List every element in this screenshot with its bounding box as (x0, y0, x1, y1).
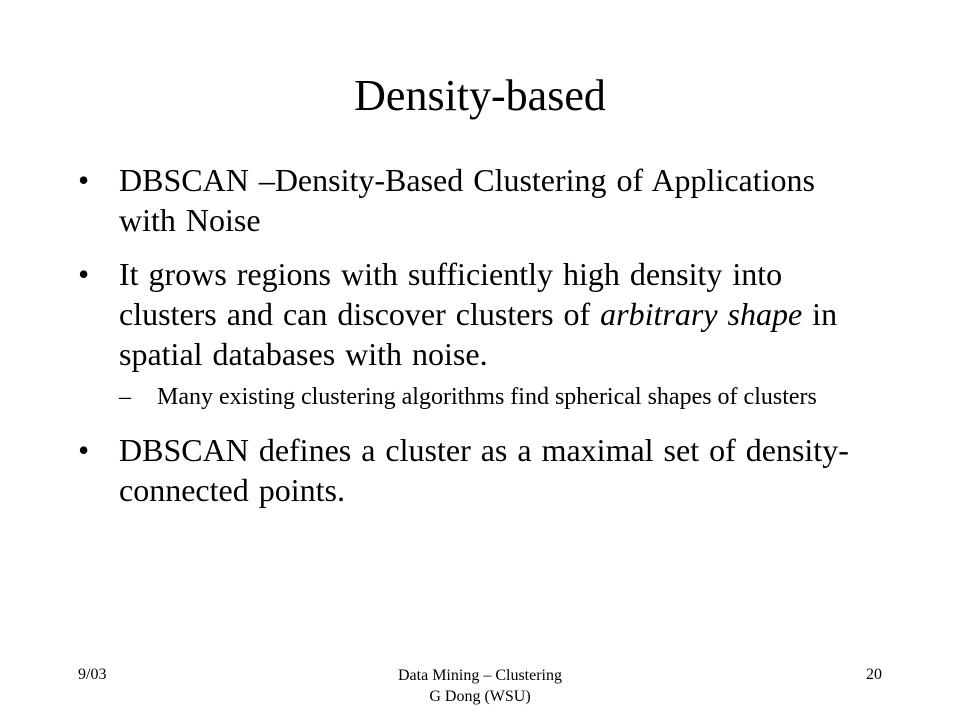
bullet-marker: • (78, 256, 90, 292)
bullet-text-italic: arbitrary shape (600, 296, 803, 332)
slide-title: Density-based (354, 71, 606, 120)
bullet-marker: • (78, 162, 90, 198)
footer-course (330, 665, 630, 707)
bullet-text: DBSCAN –Density-Based Clustering of Applications with Noise (119, 162, 815, 238)
footer-date: 9/03 (78, 666, 107, 683)
bullet-text: DBSCAN defines a cluster as a maximal set of density-connected points. (119, 432, 849, 508)
bullet-item (78, 254, 878, 374)
sub-bullet-item (119, 382, 878, 412)
bullet-item (78, 430, 878, 510)
bullet-text-part: in spatial databases with noise. (119, 296, 838, 372)
footer-course-title: Data Mining – Clustering (398, 667, 562, 684)
bullet-text-part: It grows regions with sufficiently high density into clusters and can discover clusters of (119, 256, 783, 332)
bullet-marker: • (78, 432, 90, 468)
sub-bullet-text: Many existing clustering algorithms find spherical shapes of clusters (157, 384, 817, 410)
bullet-list (78, 160, 878, 524)
footer-page-number: 20 (866, 666, 882, 683)
bullet-item (78, 160, 878, 240)
footer-author: G Dong (WSU) (429, 688, 531, 705)
sub-bullet-marker: – (119, 384, 131, 410)
